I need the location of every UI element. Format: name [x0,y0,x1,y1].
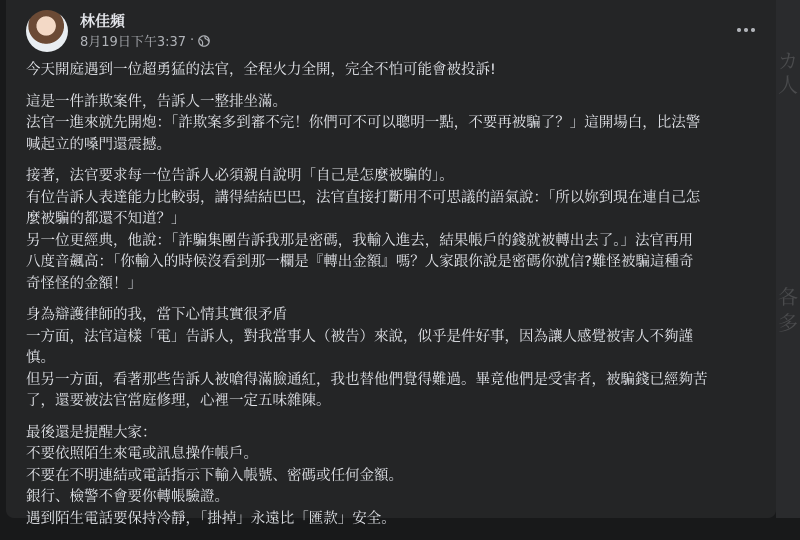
post-text-line: 法官一進來就先開炮：「詐欺案多到審不完！你們可不可以聰明一點，不要再被騙了？」這開場白，比法警 [26,115,701,131]
post-text-line: 不要依照陌生來電或訊息操作帳戶。 [26,446,258,462]
post-text-line: 接著，法官要求每一位告訴人必須親自說明「自己是怎麼被騙的」。 [26,168,454,184]
globe-icon[interactable] [198,35,210,47]
avatar[interactable] [26,10,68,52]
more-options-icon[interactable] [728,12,764,48]
background-glyph: 各 [778,285,798,309]
background-page-edge [776,0,800,518]
post-paragraph [26,92,754,157]
post-header [18,8,764,52]
post-body [26,60,754,540]
author-name[interactable]: 林佳頻 [80,12,126,30]
post-text-line: 喊起立的嗓門還震撼。 [26,136,171,153]
post-text-line: 另一位更經典，他說：「詐騙集團告訴我那是密碼，我輸入進去，結果帳戶的錢就被轉出去了。」法官再用 [26,232,693,249]
post-paragraph [26,60,754,82]
meta-separator: · [190,33,195,48]
post-text-line: 有位告訴人表達能力比較弱，講得結結巴巴，法官直接打斷用不可思議的語氣說：「所以妳到現在連自己怎 [26,189,701,206]
post-timestamp[interactable]: 8月19日下午3:37 [80,35,187,50]
post-paragraph [26,166,754,295]
post-text-line: 身為辯護律師的我，當下心情其實很矛盾 [26,307,287,323]
post-text-line: 最後還是提醒大家： [26,424,157,441]
post-paragraph [26,423,754,531]
post-card [6,0,776,527]
background-glyph: 多 [778,311,798,335]
post-paragraph [26,305,754,413]
post-text-line: 但另一方面，看著那些告訴人被嗆得滿臉通紅，我也替他們覺得難過。畢竟他們是受害者，被騙錢已經夠苦 [26,371,708,388]
post-text-line: 遇到陌生電話要保持冷靜，「掛掉」永遠比「匯款」安全。 [26,510,396,527]
background-glyph: 人 [778,73,798,97]
post-text-line: 麼被騙的都還不知道？」 [26,211,186,227]
post-text-line: 銀行、檢警不會要你轉帳驗證。 [26,489,229,505]
post-text-line: 這是一件詐欺案件，告訴人一整排坐滿。 [26,93,287,110]
post-text-line: 不要在不明連結或電話指示下輸入帳號、密碼或任何金額。 [26,467,403,484]
post-text-line: 一方面，法官這樣「電」告訴人，對我當事人（被告）來說，似乎是件好事，因為讓人感覺被害人不夠謹 [26,328,693,345]
post-text-line: 八度音飆高：「你輸入的時候沒看到那一欄是『轉出金額』嗎？人家跟你說是密碼你就信?難怪被騙這種奇 [26,254,694,270]
background-glyph: カ [778,49,798,73]
post-text-line: 慎。 [26,350,55,366]
post-text-line: 了，還要被法官當庭修理，心裡一定五味雜陳。 [26,393,331,409]
post-text-line: 今天開庭遇到一位超勇猛的法官，全程火力全開，完全不怕可能會被投訴! [26,62,496,78]
post-text-line: 奇怪怪的金額！」 [26,275,142,292]
post-meta [80,31,210,50]
